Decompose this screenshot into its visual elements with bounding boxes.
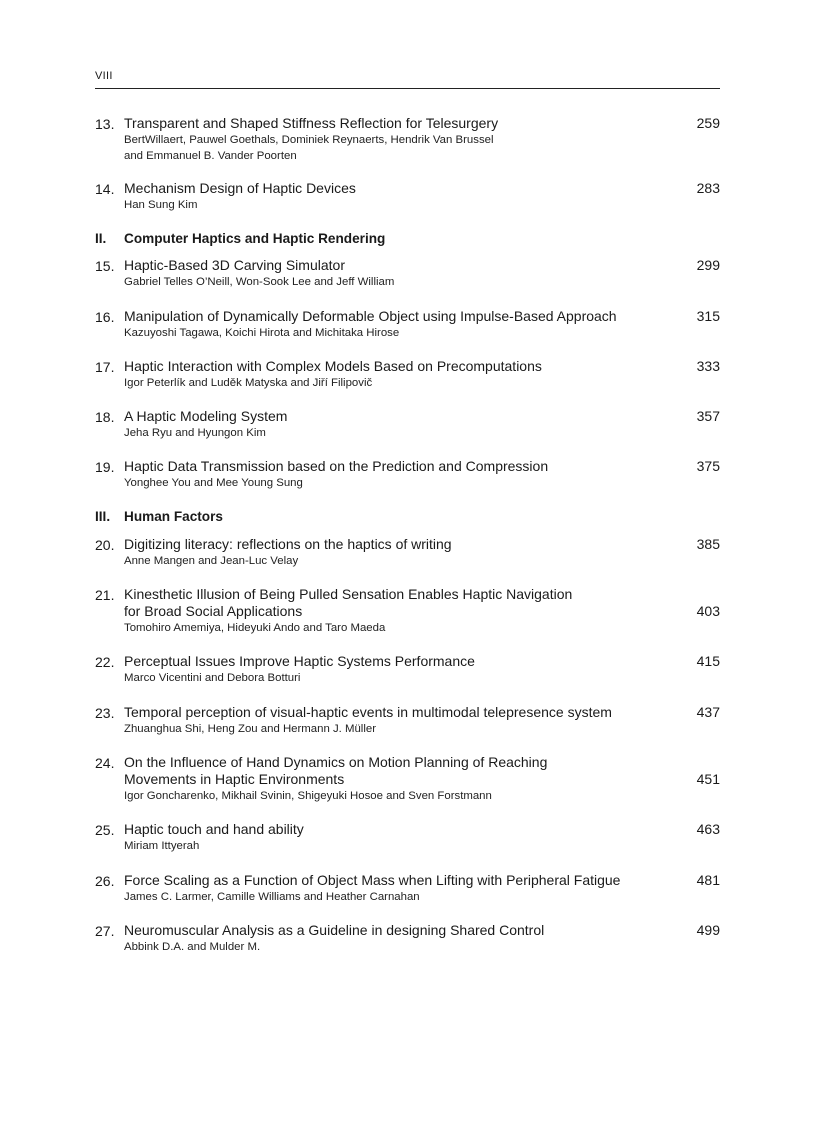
chapter-authors: Jeha Ryu and Hyungon Kim (124, 427, 266, 439)
section-title: Human Factors (124, 509, 223, 524)
chapter-authors: Miriam Ittyerah (124, 840, 200, 852)
chapter-number: 26. (95, 873, 115, 889)
chapter-page[interactable]: 463 (696, 821, 720, 837)
chapter-title[interactable]: Temporal perception of visual-haptic events in multimodal telepresence system (124, 704, 612, 720)
chapter-title[interactable]: Haptic Data Transmission based on the Prediction and Compression (124, 458, 549, 474)
chapter-page[interactable]: 315 (696, 308, 720, 324)
chapter-number: 18. (95, 409, 115, 425)
chapter-title-continued[interactable]: Movements in Haptic Environments (124, 771, 345, 787)
chapter-number: 22. (95, 654, 115, 670)
section-title: Computer Haptics and Haptic Rendering (124, 231, 386, 246)
chapter-number: 13. (95, 116, 115, 132)
chapter-title[interactable]: Digitizing literacy: reflections on the haptics of writing (124, 536, 452, 552)
chapter-page[interactable]: 481 (696, 872, 720, 888)
chapter-number: 24. (95, 755, 115, 771)
chapter-authors: Igor Goncharenko, Mikhail Svinin, Shigeyuki Hosoe and Sven Forstmann (124, 790, 492, 802)
chapter-page[interactable]: 451 (696, 771, 720, 787)
chapter-number: 17. (95, 359, 115, 375)
chapter-title[interactable]: Force Scaling as a Function of Object Mass when Lifting with Peripheral Fatigue (124, 872, 621, 888)
chapter-page[interactable]: 283 (696, 180, 720, 196)
chapter-authors: Yonghee You and Mee Young Sung (124, 477, 303, 489)
chapter-number: 14. (95, 181, 115, 197)
header-rule (95, 88, 720, 89)
section-number: II. (95, 231, 107, 246)
chapter-title[interactable]: Mechanism Design of Haptic Devices (124, 180, 356, 196)
chapter-authors: Marco Vicentini and Debora Botturi (124, 672, 301, 684)
chapter-title[interactable]: Perceptual Issues Improve Haptic Systems Performance (124, 653, 475, 669)
chapter-page[interactable]: 437 (696, 704, 720, 720)
page-number-roman: VIII (95, 70, 113, 82)
chapter-page[interactable]: 499 (696, 922, 720, 938)
chapter-page[interactable]: 375 (696, 458, 720, 474)
chapter-authors: Han Sung Kim (124, 199, 198, 211)
chapter-page[interactable]: 333 (696, 358, 720, 374)
chapter-authors: Abbink D.A. and Mulder M. (124, 941, 261, 953)
chapter-page[interactable]: 299 (696, 257, 720, 273)
chapter-number: 16. (95, 309, 115, 325)
chapter-number: 27. (95, 923, 115, 939)
chapter-authors: Tomohiro Amemiya, Hideyuki Ando and Taro Maeda (124, 622, 386, 634)
chapter-page[interactable]: 415 (696, 653, 720, 669)
chapter-page[interactable]: 259 (696, 115, 720, 131)
chapter-title[interactable]: Kinesthetic Illusion of Being Pulled Sensation Enables Haptic Navigation (124, 586, 573, 602)
chapter-page[interactable]: 357 (696, 408, 720, 424)
chapter-authors: Kazuyoshi Tagawa, Koichi Hirota and Michitaka Hirose (124, 327, 400, 339)
chapter-title-continued[interactable]: for Broad Social Applications (124, 603, 303, 619)
chapter-title[interactable]: Haptic-Based 3D Carving Simulator (124, 257, 345, 273)
chapter-authors: Igor Peterlík and Luděk Matyska and Jiří Filipovič (124, 377, 373, 389)
chapter-number: 15. (95, 258, 115, 274)
chapter-title[interactable]: A Haptic Modeling System (124, 408, 288, 424)
chapter-authors: and Emmanuel B. Vander Poorten (124, 150, 297, 162)
chapter-title[interactable]: Transparent and Shaped Stiffness Reflection for Telesurgery (124, 115, 499, 131)
chapter-page[interactable]: 403 (696, 603, 720, 619)
chapter-page[interactable]: 385 (696, 536, 720, 552)
chapter-title[interactable]: Haptic touch and hand ability (124, 821, 304, 837)
chapter-title[interactable]: Neuromuscular Analysis as a Guideline in designing Shared Control (124, 922, 545, 938)
chapter-title[interactable]: Manipulation of Dynamically Deformable Object using Impulse-Based Approach (124, 308, 617, 324)
chapter-number: 20. (95, 537, 115, 553)
chapter-authors: Gabriel Telles O’Neill, Won-Sook Lee and Jeff William (124, 276, 395, 288)
chapter-authors: Anne Mangen and Jean-Luc Velay (124, 555, 299, 567)
chapter-title[interactable]: Haptic Interaction with Complex Models Based on Precomputations (124, 358, 542, 374)
section-number: III. (95, 509, 111, 524)
chapter-authors: Zhuanghua Shi, Heng Zou and Hermann J. Müller (124, 723, 377, 735)
chapter-number: 19. (95, 459, 115, 475)
chapter-title[interactable]: On the Influence of Hand Dynamics on Motion Planning of Reaching (124, 754, 548, 770)
chapter-number: 21. (95, 587, 115, 603)
chapter-authors: James C. Larmer, Camille Williams and Heather Carnahan (124, 891, 420, 903)
chapter-authors: BertWillaert, Pauwel Goethals, Dominiek Reynaerts, Hendrik Van Brussel (124, 134, 494, 146)
chapter-number: 23. (95, 705, 115, 721)
chapter-number: 25. (95, 822, 115, 838)
